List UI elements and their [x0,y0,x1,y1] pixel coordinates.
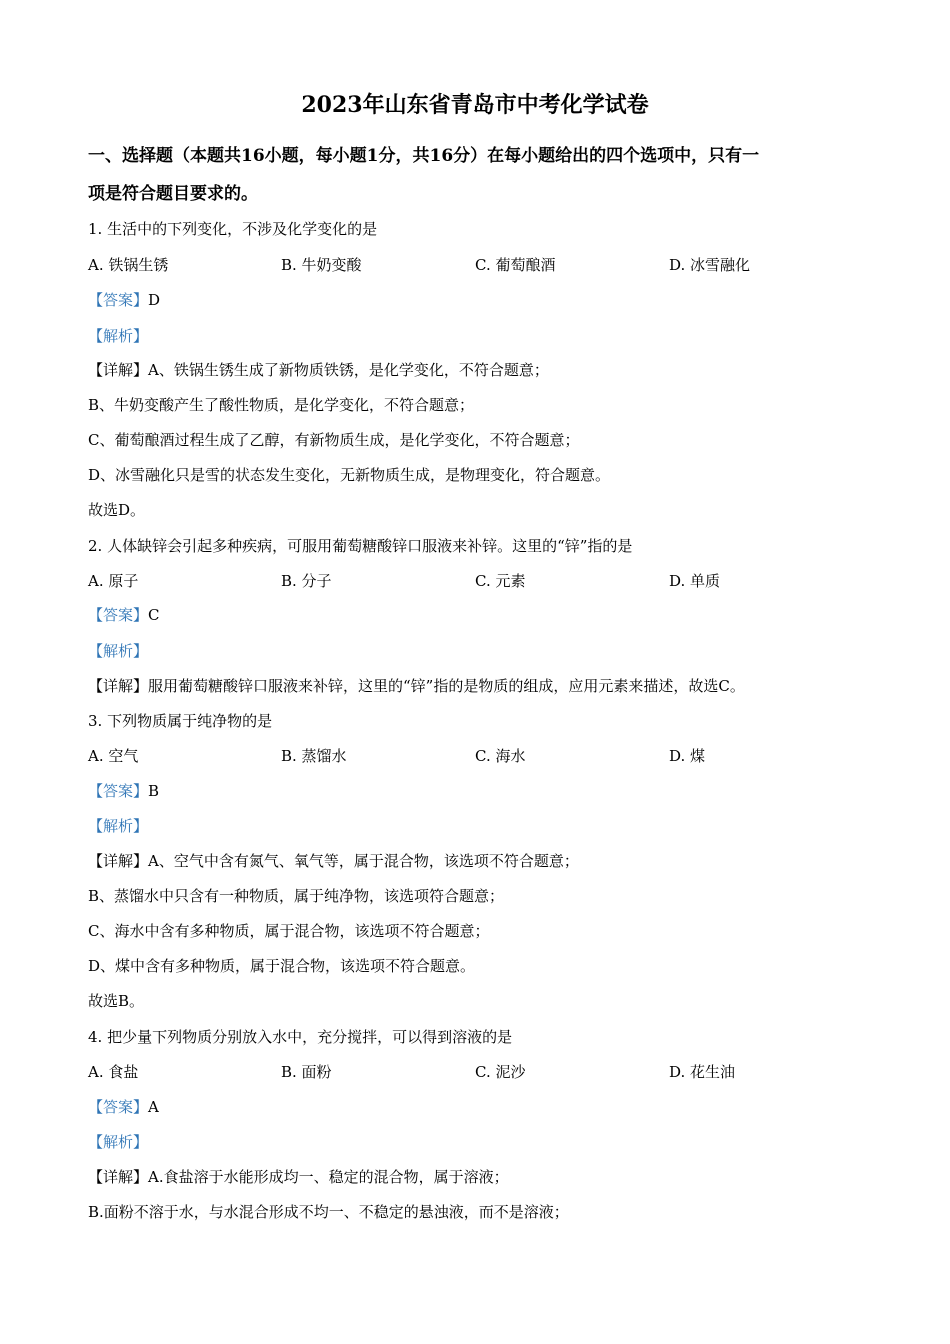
answer-value: C [148,606,160,624]
answer-label: 【答案】 [88,1098,149,1116]
option-c: C. 泥沙 [475,1063,526,1081]
question-stem: 3. 下列物质属于纯净物的是 [88,712,273,730]
section-heading-line2: 项是符合题目要求的。 [88,184,258,204]
option-c: C. 海水 [475,747,526,765]
option-d: D. 花生油 [669,1063,736,1081]
answer-label: 【答案】 [88,606,149,624]
detail-line: 【详解】A、铁锅生锈生成了新物质铁锈，是化学变化，不符合题意； [88,361,549,379]
answer-line [88,290,878,310]
detail-line: C、海水中含有多种物质，属于混合物，该选项不符合题意； [88,922,490,940]
detail-line: B.面粉不溶于水，与水混合形成不均一、不稳定的悬浊液，而不是溶液； [88,1203,569,1221]
question-stem: 4. 把少量下列物质分别放入水中，充分搅拌，可以得到溶液的是 [88,1028,513,1046]
option-c: C. 葡萄酿酒 [475,256,556,274]
question-stem: 1. 生活中的下列变化，不涉及化学变化的是 [88,220,378,238]
answer-label: 【答案】 [88,291,149,309]
answer-value: D [148,291,161,309]
option-b: B. 面粉 [281,1063,332,1081]
detail-line: D、冰雪融化只是雪的状态发生变化，无新物质生成，是物理变化，符合题意。 [88,466,611,484]
option-a: A. 铁锅生锈 [88,256,169,274]
detail-line: D、煤中含有多种物质，属于混合物，该选项不符合题意。 [88,957,476,975]
detail-line: 故选B。 [88,992,145,1010]
answer-label: 【答案】 [88,782,149,800]
option-b: B. 分子 [281,572,332,590]
option-c: C. 元素 [475,572,526,590]
option-d: D. 单质 [669,572,721,590]
detail-line: C、葡萄酿酒过程生成了乙醇，有新物质生成，是化学变化，不符合题意； [88,431,580,449]
analysis-label: 【解析】 [88,1133,149,1151]
document-title: 2023年山东省青岛市中考化学试卷 [301,92,649,118]
option-d: D. 冰雪融化 [669,256,751,274]
option-b: B. 蒸馏水 [281,747,347,765]
answer-value: B [148,782,160,800]
analysis-label: 【解析】 [88,817,149,835]
option-a: A. 空气 [88,747,139,765]
answer-line [88,1097,878,1117]
detail-line: B、牛奶变酸产生了酸性物质，是化学变化，不符合题意； [88,396,475,414]
option-a: A. 原子 [88,572,139,590]
option-b: B. 牛奶变酸 [281,256,362,274]
detail-line: 【详解】服用葡萄糖酸锌口服液来补锌，这里的“锌”指的是物质的组成，应用元素来描述，故选C。 [88,677,745,695]
option-a: A. 食盐 [88,1063,139,1081]
analysis-label: 【解析】 [88,642,149,660]
option-d: D. 煤 [669,747,706,765]
detail-line: 【详解】A.食盐溶于水能形成均一、稳定的混合物，属于溶液； [88,1168,509,1186]
analysis-label: 【解析】 [88,327,149,345]
answer-line [88,781,878,801]
detail-line: 【详解】A、空气中含有氮气、氧气等，属于混合物，该选项不符合题意； [88,852,579,870]
question-stem: 2. 人体缺锌会引起多种疾病，可服用葡萄糖酸锌口服液来补锌。这里的“锌”指的是 [88,537,633,555]
detail-line: 故选D。 [88,501,146,519]
detail-line: B、蒸馏水中只含有一种物质，属于纯净物，该选项符合题意； [88,887,505,905]
answer-line [88,605,878,625]
answer-value: A [148,1098,159,1116]
section-heading-line1: 一、选择题（本题共16小题，每小题1分，共16分）在每小题给出的四个选项中，只有一 [88,146,760,166]
